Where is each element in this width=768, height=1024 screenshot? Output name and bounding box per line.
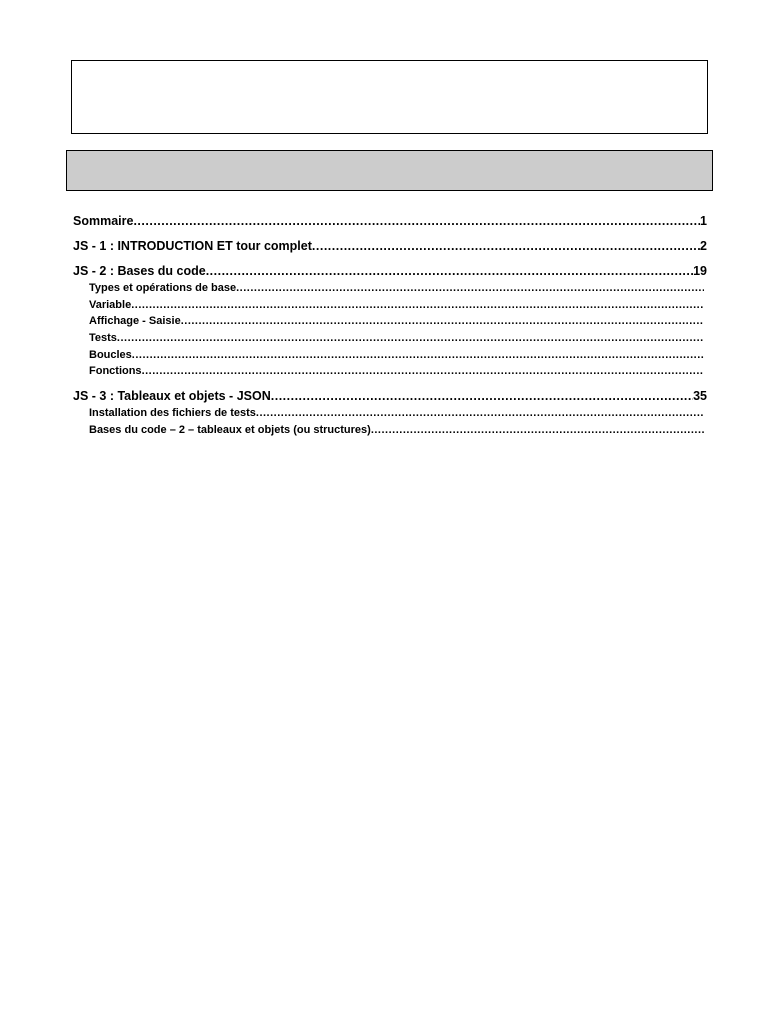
toc-subentry-boucles[interactable] [73, 347, 707, 364]
table-of-contents [73, 213, 707, 439]
toc-dot-leader [256, 405, 704, 422]
toc-entry-sommaire[interactable] [73, 213, 707, 230]
toc-page-number: 2 [700, 239, 707, 253]
toc-subentry-types[interactable] [73, 280, 707, 297]
toc-dot-leader [133, 213, 700, 230]
toc-subentry-installation[interactable] [73, 405, 707, 422]
toc-entry-label: Boucles [89, 348, 132, 361]
toc-entry-js1[interactable] [73, 238, 707, 255]
toc-entry-label: Types et opérations de base [89, 282, 237, 294]
toc-entry-label: Installation des fichiers de tests [89, 407, 256, 420]
toc-dot-leader [181, 313, 704, 330]
toc-dot-leader [371, 422, 704, 439]
toc-entry-label: JS - 2 : Bases du code [73, 264, 206, 278]
toc-page-number: 35 [693, 389, 707, 404]
toc-entry-label: JS - 3 : Tableaux et objets - JSON [73, 389, 271, 404]
toc-entry-label: Affichage - Saisie [89, 315, 181, 328]
toc-entry-label: Bases du code – 2 – tableaux et objets (ou structures) [89, 423, 371, 436]
toc-entry-js2[interactable] [73, 263, 707, 280]
toc-dot-leader [206, 263, 693, 280]
document-header-box [71, 60, 708, 134]
toc-page-number: 1 [700, 214, 707, 228]
toc-entry-label: Variable [89, 298, 132, 311]
toc-entry-label: Fonctions [89, 365, 142, 378]
toc-entry-label: Tests [89, 332, 117, 345]
toc-subentry-fonctions[interactable] [73, 363, 707, 380]
toc-subentry-variable[interactable] [73, 297, 707, 314]
toc-dot-leader [117, 330, 704, 347]
toc-subentry-bases-code-2[interactable] [73, 422, 707, 439]
toc-subentry-tests[interactable] [73, 330, 707, 347]
toc-dot-leader [142, 363, 704, 380]
toc-subentry-affichage[interactable] [73, 313, 707, 330]
toc-dot-leader [131, 297, 704, 314]
toc-dot-leader [132, 347, 704, 364]
toc-dot-leader [271, 388, 693, 405]
toc-dot-leader [236, 280, 704, 297]
toc-entry-label: JS - 1 : INTRODUCTION ET tour complet [73, 239, 312, 253]
title-band [66, 150, 713, 191]
toc-entry-js3[interactable] [73, 388, 707, 405]
toc-page-number: 19 [693, 264, 707, 278]
toc-entry-label: Sommaire [73, 214, 134, 228]
toc-dot-leader [312, 238, 700, 255]
